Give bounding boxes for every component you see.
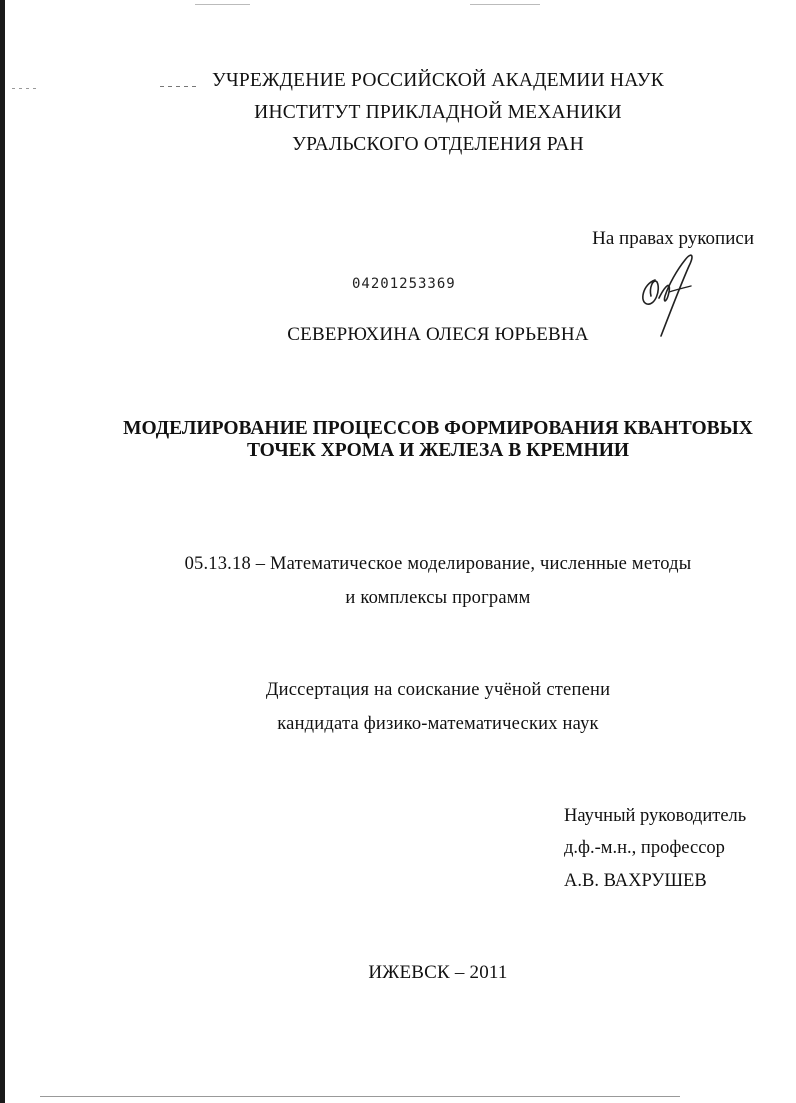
supervisor-role: Научный руководитель: [564, 806, 747, 826]
institution-line-1: УЧРЕЖДЕНИЕ РОССИЙСКОЙ АКАДЕМИИ НАУК: [211, 70, 665, 91]
registration-number: 04201253369: [352, 276, 456, 292]
dissertation-title: [40, 418, 796, 462]
dissertation-degree-line-1: Диссертация на соискание учёной степени: [265, 680, 611, 700]
scan-top-line: [195, 4, 250, 5]
institution-line-3: УРАЛЬСКОГО ОТДЕЛЕНИЯ РАН: [292, 134, 584, 155]
scan-left-edge: [0, 0, 5, 1103]
supervisor-degree: д.ф.-м.н., профессор: [564, 838, 725, 858]
scan-speck: [12, 88, 40, 89]
title-line-1: МОДЕЛИРОВАНИЕ ПРОЦЕССОВ ФОРМИРОВАНИЯ КВАНТОВЫХ: [123, 418, 753, 439]
supervisor-name: А.В. ВАХРУШЕВ: [564, 871, 707, 891]
scan-bottom-line: [40, 1096, 680, 1097]
city-year: ИЖЕВСК – 2011: [368, 962, 508, 983]
specialty-line-1: 05.13.18 – Математическое моделирование, численные методы: [184, 554, 692, 574]
manuscript-rights-note: На правах рукописи: [592, 228, 754, 249]
institution-line-2: ИНСТИТУТ ПРИКЛАДНОЙ МЕХАНИКИ: [254, 102, 622, 123]
author-name: СЕВЕРЮХИНА ОЛЕСЯ ЮРЬЕВНА: [287, 324, 589, 345]
specialty-line-2: и комплексы программ: [345, 588, 531, 608]
title-line-2: ТОЧЕК ХРОМА И ЖЕЛЕЗА В КРЕМНИИ: [246, 440, 630, 461]
scan-top-line: [470, 4, 540, 5]
dissertation-degree-line-2: кандидата физико-математических наук: [277, 714, 599, 734]
